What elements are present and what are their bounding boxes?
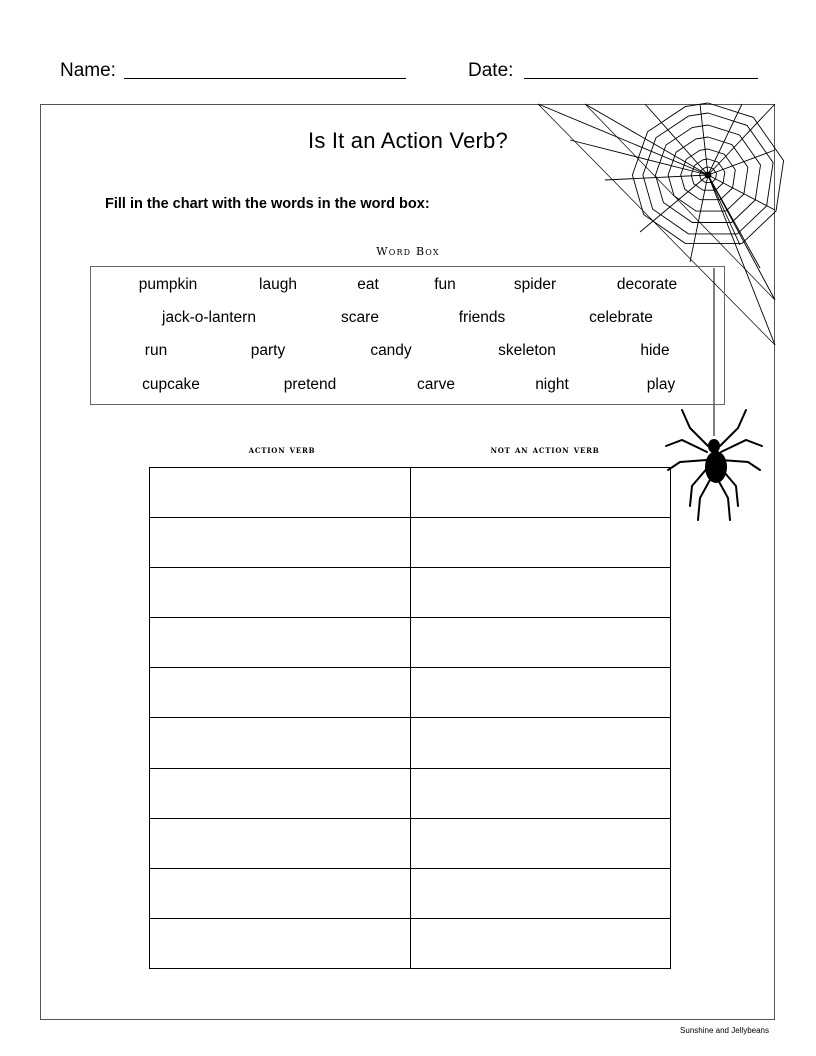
word-item: laugh xyxy=(259,276,297,293)
word-item: hide xyxy=(640,342,670,359)
word-item: run xyxy=(144,342,168,359)
word-item: night xyxy=(535,376,569,393)
word-item: skeleton xyxy=(498,342,556,359)
column-header-not-action-verb: not an action verb xyxy=(490,445,600,456)
not-action-verb-cell[interactable] xyxy=(410,468,671,518)
not-action-verb-cell[interactable] xyxy=(410,818,671,868)
not-action-verb-cell[interactable] xyxy=(410,668,671,718)
word-item: decorate xyxy=(616,276,678,293)
table-row xyxy=(150,518,671,568)
word-item: cupcake xyxy=(142,376,200,393)
date-label: Date: xyxy=(468,60,514,81)
word-item: scare xyxy=(341,309,379,326)
sorting-chart xyxy=(149,467,671,969)
not-action-verb-cell[interactable] xyxy=(410,568,671,618)
action-verb-cell[interactable] xyxy=(150,818,411,868)
word-item: friends xyxy=(458,309,506,326)
table-row xyxy=(150,918,671,968)
word-item: carve xyxy=(417,376,455,393)
table-row xyxy=(150,568,671,618)
not-action-verb-cell[interactable] xyxy=(410,618,671,668)
word-item: play xyxy=(646,376,676,393)
table-row xyxy=(150,668,671,718)
not-action-verb-cell[interactable] xyxy=(410,518,671,568)
name-label: Name: xyxy=(60,60,116,81)
table-row xyxy=(150,868,671,918)
word-item: party xyxy=(250,342,286,359)
word-item: fun xyxy=(434,276,456,293)
action-verb-cell[interactable] xyxy=(150,618,411,668)
word-item: eat xyxy=(357,276,379,293)
action-verb-cell[interactable] xyxy=(150,668,411,718)
word-item: pretend xyxy=(283,376,337,393)
not-action-verb-cell[interactable] xyxy=(410,918,671,968)
table-row xyxy=(150,818,671,868)
not-action-verb-cell[interactable] xyxy=(410,718,671,768)
word-item: candy xyxy=(370,342,412,359)
action-verb-cell[interactable] xyxy=(150,768,411,818)
table-row xyxy=(150,718,671,768)
footer-credit: Sunshine and Jellybeans xyxy=(680,1026,769,1035)
not-action-verb-cell[interactable] xyxy=(410,768,671,818)
word-box-title: Word Box xyxy=(376,245,440,258)
word-item: pumpkin xyxy=(138,276,198,293)
word-item: spider xyxy=(513,276,557,293)
table-row xyxy=(150,768,671,818)
word-item: jack-o-lantern xyxy=(162,309,256,326)
action-verb-cell[interactable] xyxy=(150,518,411,568)
instructions: Fill in the chart with the words in the word box: xyxy=(105,196,430,212)
action-verb-cell[interactable] xyxy=(150,568,411,618)
action-verb-cell[interactable] xyxy=(150,918,411,968)
table-row xyxy=(150,618,671,668)
not-action-verb-cell[interactable] xyxy=(410,868,671,918)
action-verb-cell[interactable] xyxy=(150,718,411,768)
action-verb-cell[interactable] xyxy=(150,468,411,518)
action-verb-cell[interactable] xyxy=(150,868,411,918)
table-row xyxy=(150,468,671,518)
column-header-action-verb: action verb xyxy=(248,445,316,456)
word-item: celebrate xyxy=(589,309,653,326)
worksheet-title: Is It an Action Verb? xyxy=(308,128,508,153)
